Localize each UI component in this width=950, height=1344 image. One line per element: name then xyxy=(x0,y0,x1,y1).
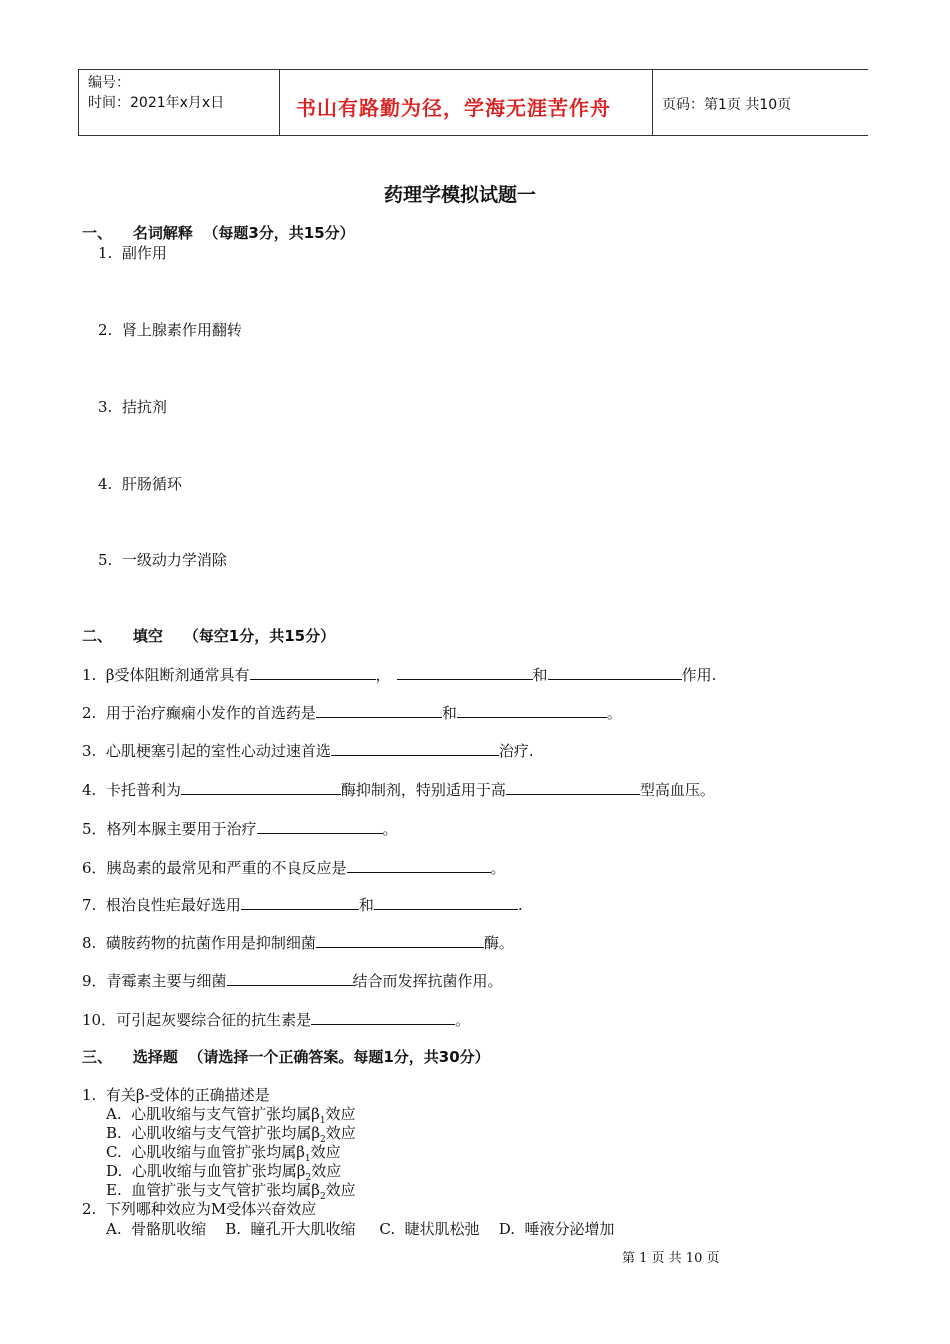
q3-text-b: 治疗. xyxy=(498,742,534,760)
fill-question-8 xyxy=(82,932,514,953)
answer-blank xyxy=(506,780,640,795)
option-subscript: 1 xyxy=(319,1116,326,1126)
section2-heading: 二、 填空 （每空1分，共15分） xyxy=(82,627,336,645)
answer-blank xyxy=(397,665,533,680)
q5-text-a: 5．格列本脲主要用于治疗 xyxy=(82,820,257,838)
q8-text-a: 8. 磺胺药物的抗菌作用是抑制细菌 xyxy=(82,934,316,952)
fill-question-9 xyxy=(82,970,503,991)
q6-text-a: 6．胰岛素的最常见和严重的不良反应是 xyxy=(82,859,347,877)
answer-blank xyxy=(227,971,353,986)
q5-text-b: 。 xyxy=(382,820,398,838)
page-footer: 第 1 页 共 10 页 xyxy=(622,1251,720,1266)
q10-text-a: 10．可引起灰婴综合征的抗生素是 xyxy=(82,1011,312,1029)
q4-text-c: 型高血压。 xyxy=(639,781,715,799)
q6-text-b: 。 xyxy=(490,859,506,877)
option-subscript: 1 xyxy=(304,1154,311,1164)
q7-text-b: 和 xyxy=(358,896,374,914)
answer-blank xyxy=(311,1010,455,1025)
option-subscript: 2 xyxy=(319,1192,326,1202)
fill-question-4 xyxy=(82,779,715,800)
option-text: A. 心肌收缩与支气管扩张均属β xyxy=(106,1105,320,1123)
option-text: D. 心肌收缩与血管扩张均属β xyxy=(106,1162,306,1180)
q7-text-c: . xyxy=(517,896,523,914)
option-text: C. 心肌收缩与血管扩张均属β xyxy=(106,1143,305,1161)
header-divider-1 xyxy=(279,69,280,135)
option-text: 效应 xyxy=(325,1181,356,1199)
section3-heading: 三、 选择题 （请选择一个正确答案。每题1分，共30分） xyxy=(82,1048,490,1066)
header-divider-2 xyxy=(652,69,653,135)
option-text: B. 心肌收缩与支气管扩张均属β xyxy=(106,1124,321,1142)
header-top-rule xyxy=(78,69,868,70)
q4-text-b: 酶抑制剂，特别适用于高 xyxy=(340,781,506,799)
choice-question-2-stem: 2. 下列哪种效应为M受体兴奋效应 xyxy=(82,1200,317,1218)
option-subscript: 2 xyxy=(305,1173,312,1183)
q9-text-a: 9．青霉素主要与细菌 xyxy=(82,972,227,990)
fill-question-3 xyxy=(82,740,534,761)
term-item-2: 2. 肾上腺素作用翻转 xyxy=(98,321,242,339)
page-title: 药理学模拟试题一 xyxy=(384,184,537,206)
choice-question-1-stem: 1. 有关β-受体的正确描述是 xyxy=(82,1086,270,1104)
option-text: E. 血管扩张与支气管扩张均属β xyxy=(106,1181,320,1199)
q10-text-b: 。 xyxy=(455,1011,471,1029)
answer-blank xyxy=(374,895,518,910)
q3-text-a: 3. 心肌梗塞引起的室性心动过速首选 xyxy=(82,742,331,760)
option-subscript: 2 xyxy=(320,1135,326,1145)
header-divider-left xyxy=(78,69,79,135)
option-text: 效应 xyxy=(325,1124,356,1142)
answer-blank xyxy=(316,933,484,948)
fill-question-7 xyxy=(82,894,523,915)
term-item-4: 4. 肝肠循环 xyxy=(98,475,182,493)
q8-text-b: 酶。 xyxy=(483,934,514,952)
answer-blank xyxy=(316,703,442,718)
q2-text-a: 2. 用于治疗癫痫小发作的首选药是 xyxy=(82,704,316,722)
number-label: 编号： xyxy=(88,75,130,91)
option-text: 效应 xyxy=(310,1143,341,1161)
section1-heading: 一、 名词解释 （每题3分，共15分） xyxy=(82,224,355,242)
fill-question-5 xyxy=(82,818,398,839)
motto: 书山有路勤为径，学海无涯苦作舟 xyxy=(296,96,611,120)
answer-blank xyxy=(347,858,491,873)
option-text: 效应 xyxy=(325,1105,356,1123)
fill-question-6 xyxy=(82,857,506,878)
q1-text-a: 1. β受体阻断剂通常具有 xyxy=(82,666,250,684)
option-text: 效应 xyxy=(311,1162,342,1180)
fill-question-2 xyxy=(82,702,622,723)
term-item-1: 1. 副作用 xyxy=(98,244,167,262)
answer-blank xyxy=(181,780,341,795)
header-bottom-rule xyxy=(78,135,868,136)
q2-text-b: 和 xyxy=(441,704,457,722)
q1-text-c: 和 xyxy=(532,666,548,684)
term-item-3: 3. 拮抗剂 xyxy=(98,398,167,416)
time-label: 时间：2021年x月x日 xyxy=(88,95,225,111)
choice-question-2-options: A. 骨骼肌收缩 B. 瞳孔开大肌收缩 C. 睫状肌松弛 D. 唾液分泌增加 xyxy=(106,1220,615,1238)
answer-blank xyxy=(250,665,376,680)
answer-blank xyxy=(457,703,607,718)
answer-blank xyxy=(548,665,682,680)
term-item-5: 5. 一级动力学消除 xyxy=(98,551,227,569)
q1-text-b: ， xyxy=(375,666,391,684)
q9-text-b: 结合而发挥抗菌作用。 xyxy=(352,972,503,990)
page-info: 页码：第1页 共10页 xyxy=(662,97,792,113)
answer-blank xyxy=(257,819,383,834)
answer-blank xyxy=(241,895,359,910)
fill-question-10 xyxy=(82,1009,470,1030)
answer-blank xyxy=(331,741,499,756)
fill-question-1 xyxy=(82,664,716,685)
q1-text-d: 作用. xyxy=(681,666,717,684)
q7-text-a: 7. 根治良性疟最好选用 xyxy=(82,896,241,914)
q2-text-c: 。 xyxy=(606,704,622,722)
q4-text-a: 4. 卡托普利为 xyxy=(82,781,181,799)
